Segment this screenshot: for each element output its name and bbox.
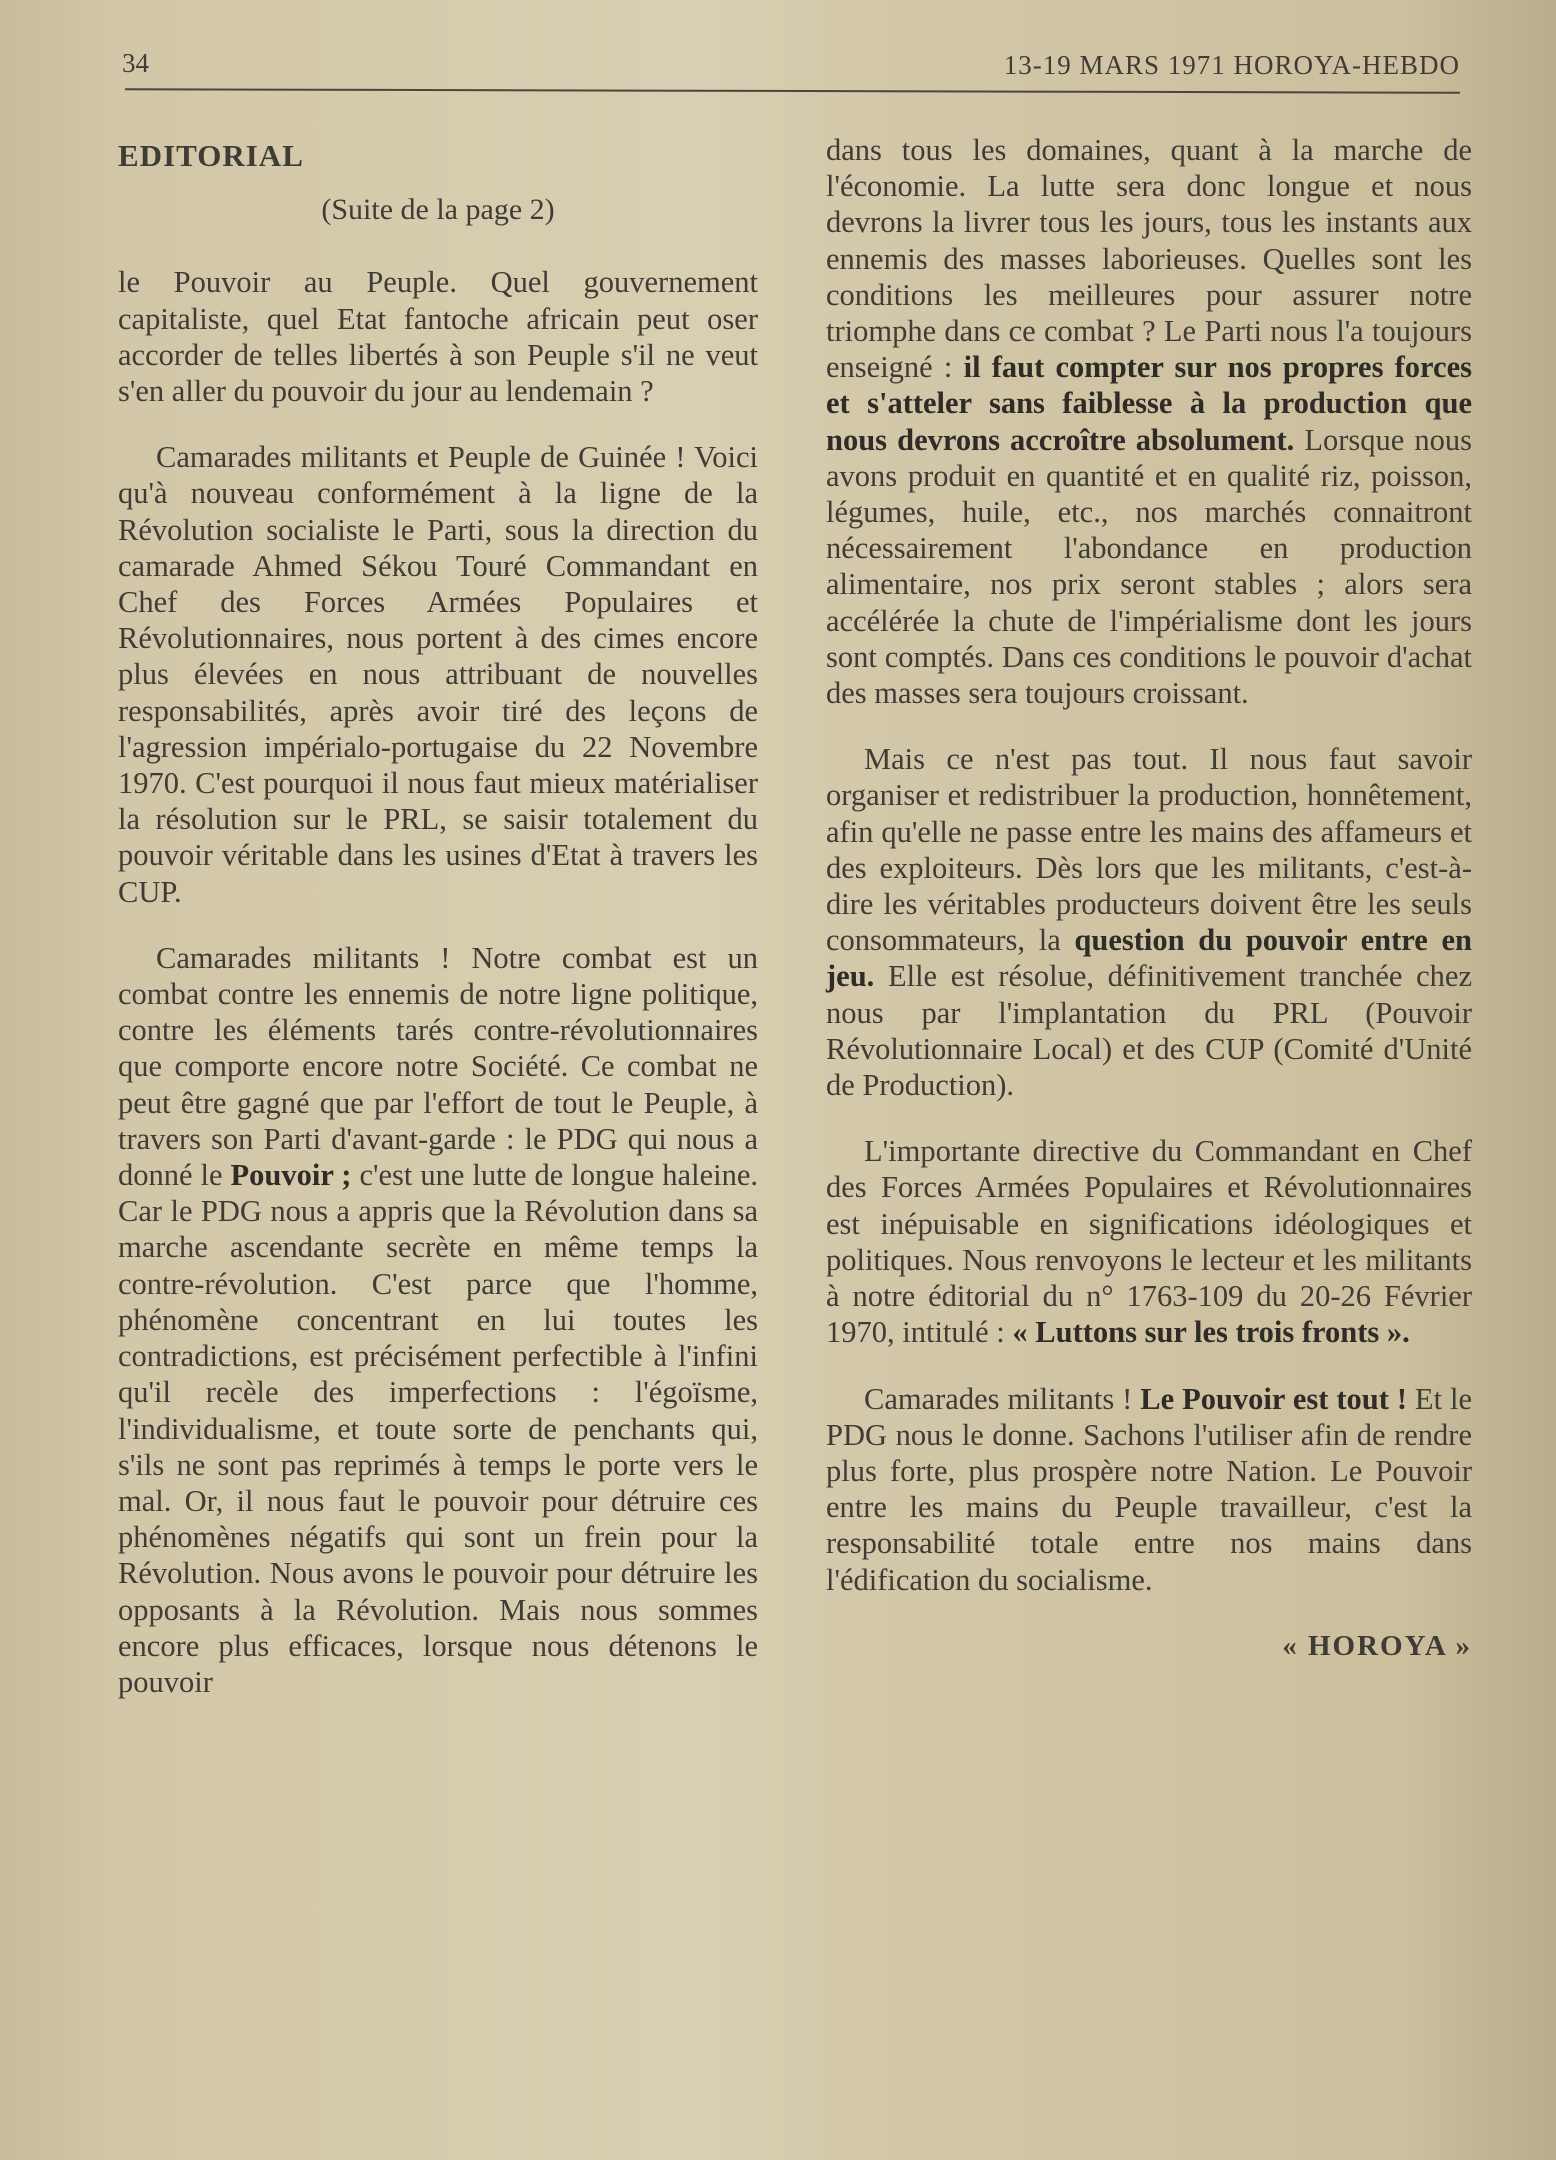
right-column <box>826 132 1472 1664</box>
paragraph <box>826 741 1472 1103</box>
bold-emphasis: question du pouvoir entre en jeu. <box>826 923 1472 994</box>
paragraph-text: Camarades militants ! <box>864 1381 1141 1416</box>
continuation-note: (Suite de la page 2) <box>321 193 555 227</box>
paragraph <box>826 1381 1472 1598</box>
bold-emphasis: il faut compter sur nos propres forces et s'atteler sans faiblesse à la production que nous devrons accroître absolument. <box>826 350 1472 457</box>
paragraph-text: Lorsque nous avons produit en quantité et en qualité riz, poisson, légumes, huile, etc., nos marchés connaitront nécessairement l'abondance en production alimentaire, nos prix seront stables ; alors sera accélérée la chute de l'impérialisme dont les jours sont comptés. Dans ces conditions le pouvoir d'achat des masses sera toujours croissant. <box>826 422 1472 711</box>
bold-emphasis: « Luttons sur les trois fronts ». <box>1012 1315 1410 1350</box>
bold-emphasis: Pouvoir ; <box>230 1158 352 1193</box>
paragraph-text: Elle est résolue, définitivement tranchée chez nous par l'implantation du PRL (Pouvoir Révolutionnaire Local) et des CUP (Comité d'Unité de Production). <box>826 959 1472 1103</box>
left-column <box>118 132 758 1730</box>
paragraph <box>826 1133 1472 1350</box>
issue-dateline: 13-19 MARS 1971 HOROYA-HEBDO <box>1003 50 1460 80</box>
page-number: 34 <box>122 48 149 78</box>
paragraph-text: dans tous les domaines, quant à la marche de l'économie. La lutte sera donc longue et nous devrons la livrer tous les jours, tous les instants aux ennemis des masses laborieuses. Quelles sont les conditions les meilleures pour assurer notre triomphe dans ce combat ? Le Parti nous l'a toujours enseigné : <box>826 133 1472 385</box>
paragraph-text: Mais ce n'est pas tout. Il nous faut savoir organiser et redistribuer la production, honnêtement, afin qu'elle ne passe entre les mains des affameurs et des exploiteurs. Dès lors que les militants, c'est-à-dire les véritables producteurs doivent être les seuls consommateurs, la <box>826 742 1472 958</box>
paragraph <box>826 132 1472 711</box>
header-rule <box>125 88 1460 93</box>
article-title: EDITORIAL <box>118 138 304 173</box>
paragraph-text: Camarades militants ! Notre combat est un combat contre les ennemis de notre ligne politique, contre les éléments tarés contre-révolutionnaires que comporte encore notre Société. Ce combat ne peut être gagné que par l'effort de tout le Peuple, à travers son Parti d'avant-garde : le PDG qui nous a donné le <box>118 940 758 1193</box>
signature: « HOROYA » <box>1282 1629 1472 1662</box>
paragraph-text: Et le PDG nous le donne. Sachons l'utiliser afin de rendre plus forte, plus prospère notre Nation. Le Pouvoir entre les mains du Peuple travailleur, c'est la responsabilité totale entre nos mains dans l'édification du socialisme. <box>826 1381 1472 1597</box>
paragraph-text: c'est une lutte de longue haleine. Car le PDG nous a appris que la Révolution dans sa marche ascendante secrète en même temps la contre-révolution. C'est parce que l'homme, phénomène concentrant en lui toutes les contradictions, est précisément perfectible à l'infini qu'il recèle des imperfections : l'égoïsme, l'individualisme, et toute sorte de penchants qui, s'ils ne sont pas reprimés à temps le porte vers le mal. Or, il nous faut le pouvoir pour détruire ces phénomènes négatifs qui sont un frein pour la Révolution. Nous avons le pouvoir pour détruire les opposants à la Révolution. Mais nous sommes encore plus efficaces, lorsque nous détenons le pouvoir <box>118 1158 758 1699</box>
paragraph: Camarades militants et Peuple de Guinée ! Voici qu'à nouveau conformément à la ligne de la Révolution socialiste le Parti, sous la direction du camarade Ahmed Sékou Touré Commandant en Chef des Forces Armées Populaires et Révolutionnaires, nous portent à des cimes encore plus élevées en nous attribuant de nouvelles responsabilités, après avoir tiré des leçons de l'agression impérialo-portugaise du 22 Novembre 1970. C'est pourquoi il nous faut mieux matérialiser la résolution sur le PRL, se saisir totalement du pouvoir véritable dans les usines d'Etat à travers les CUP. <box>118 440 758 909</box>
paragraph: le Pouvoir au Peuple. Quel gouvernement capitaliste, quel Etat fantoche africain peut oser accorder de telles libertés à son Peuple s'il ne veut s'en aller du pouvoir du jour au lendemain ? <box>118 265 758 409</box>
paragraph <box>118 940 758 1700</box>
bold-emphasis: Le Pouvoir est tout ! <box>1140 1381 1407 1416</box>
paragraph-text: L'importante directive du Commandant en Chef des Forces Armées Populaires et Révolutionnaires est inépuisable en significations idéologiques et politiques. Nous renvoyons le lecteur et les militants à notre éditorial du n° 1763-109 du 20-26 Février 1970, intitulé : <box>826 1134 1472 1350</box>
